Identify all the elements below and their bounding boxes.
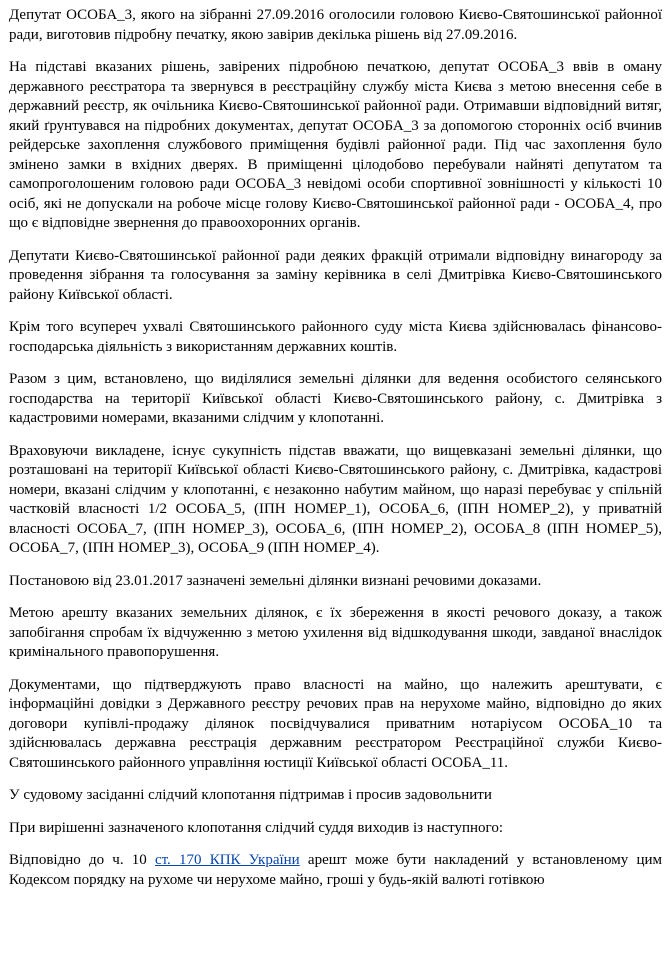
paragraph-with-statute-link <box>9 851 662 890</box>
paragraph: На підставі вказаних рішень, завірених підробною печаткою, депутат ОСОБА_3 ввів в оману державного реєстратора та звернувся в реєстраційну службу міста Києва з метою внесення себе в державний реєстр, як очільника Києво-Святошинської районної ради. Отримавши відповідний витяг, який ґрунтувався на підробних документах, депутат ОСОБА_3 за допомогою сторонніх осіб вчинив рейдерське захоплення службового приміщення будівлі районної ради. Під час захоплення було змінено замки в вхідних дверях. В приміщенні цілодобово перебували найняті депутатом та самопроголошеним головою ради ОСОБА_3 невідомі особи спортивної зовнішності у кількості 10 осіб, які не допускали на робоче місце голову Києво-Святошинської районної ради - ОСОБА_4, про що є відповідне звернення до правоохоронних органів. <box>9 59 662 231</box>
paragraph: Документами, що підтверджують право власності на майно, що належить арештувати, є інформаційні довідки з Державного реєстру речових прав на нерухоме майно, відповідно до яких договори купівлі-продажу ділянок посвідчувалися приватним нотаріусом ОСОБА_10 та здійснювалась державна реєстрація державним реєстратором Реєстраційної служби Києво-Святошинського районного управління юстиції Київської області ОСОБА_11. <box>9 676 662 771</box>
paragraph-text-before-link: Відповідно до ч. 10 <box>9 852 155 868</box>
paragraph: Разом з цим, встановлено, що виділялися земельні ділянки для ведення особистого селянського господарства на території Київської області Києво-Святошинського району, с. Дмитрівка з кадастровими номерами, вказаними слідчим у клопотанні. <box>9 371 662 426</box>
paragraph: Депутати Києво-Святошинської районної ради деяких фракцій отримали відповідну винагороду за проведення зібрання та голосування за заміну керівника в селі Дмитрівка Києво-Святошинського району Київської області. <box>9 247 662 303</box>
paragraph: Метою арешту вказаних земельних ділянок, є їх збереження в якості речового доказу, а також запобігання спробам їх відчуженню з метою ухилення від відшкодування шкоди, завданої внаслідок кримінального правопорушення. <box>9 605 662 660</box>
paragraph: Крім того всупереч ухвалі Святошинського районного суду міста Києва здійснювалась фінансово-господарська діяльність з використанням державних коштів. <box>9 319 662 355</box>
paragraph: Враховуючи викладене, існує сукупність підстав вважати, що вищевказані земельні ділянки, що розташовані на території Київської області Києво-Святошинського району, с. Дмитрівка, кадастрові номери, вказані слідчим у клопотанні, є незаконно набутим майном, що наразі перебуває у спільній частковій власності 1/2 ОСОБА_5, (ІПН НОМЕР_1), ОСОБА_6, (ІПН НОМЕР_2), у приватній власності ОСОБА_7, (ІПН НОМЕР_3), ОСОБА_6, (ІПН НОМЕР_2), ОСОБА_8 (ІПН НОМЕР_5), ОСОБА_7, (ІПН НОМЕР_3), ОСОБА_9 (ІПН НОМЕР_4). <box>9 442 662 556</box>
paragraph-text-after-link: арешт може бути накладений у встановленому цим Кодексом порядку на рухоме чи нерухоме майно, гроші у будь-якій валюті готівкою <box>9 852 662 888</box>
paragraph: У судовому засіданні слідчий клопотання підтримав і просив задовольнити <box>9 787 492 803</box>
paragraph: При вирішенні зазначеного клопотання слідчий суддя виходив із наступного: <box>9 819 503 836</box>
statute-link[interactable]: ст. 170 КПК України <box>154 852 300 868</box>
paragraph: Депутат ОСОБА_3, якого на зібранні 27.09.2016 оголосили головою Києво-Святошинської районної ради, виготовив підробну печатку, якою завірив декілька рішень від 27.09.2016. <box>9 7 662 43</box>
paragraph: Постановою від 23.01.2017 зазначені земельні ділянки визнані речовими доказами. <box>9 572 542 589</box>
